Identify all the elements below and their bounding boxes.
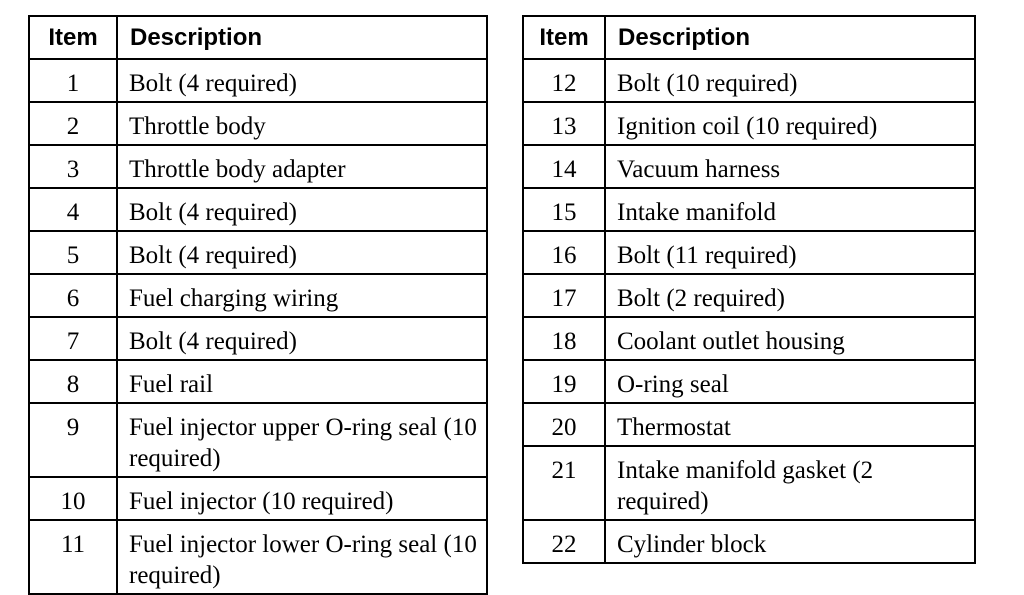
- table-row: [523, 317, 975, 360]
- table-row: [523, 274, 975, 317]
- table-row: [29, 317, 487, 360]
- item-number: 5: [29, 231, 117, 274]
- table-row: [29, 477, 487, 520]
- item-description: O-ring seal: [605, 360, 975, 403]
- item-description: Bolt (4 required): [117, 188, 487, 231]
- item-description: Intake manifold gasket (2 required): [605, 446, 975, 520]
- header-row: [523, 16, 975, 59]
- table-row: [29, 403, 487, 477]
- item-number: 15: [523, 188, 605, 231]
- table-row: [523, 446, 975, 520]
- item-number: 10: [29, 477, 117, 520]
- item-number: 1: [29, 59, 117, 102]
- item-number: 4: [29, 188, 117, 231]
- item-description: Fuel rail: [117, 360, 487, 403]
- item-number: 8: [29, 360, 117, 403]
- item-number: 17: [523, 274, 605, 317]
- table-row: [29, 59, 487, 102]
- item-description: Cylinder block: [605, 520, 975, 563]
- item-number: 9: [29, 403, 117, 477]
- table-row: [523, 360, 975, 403]
- item-description: Fuel injector lower O-ring seal (10 required): [117, 520, 487, 594]
- item-description: Ignition coil (10 required): [605, 102, 975, 145]
- item-description: Throttle body: [117, 102, 487, 145]
- item-description: Coolant outlet housing: [605, 317, 975, 360]
- item-description: Bolt (11 required): [605, 231, 975, 274]
- item-description: Fuel charging wiring: [117, 274, 487, 317]
- table-row: [523, 188, 975, 231]
- item-number: 7: [29, 317, 117, 360]
- table-row: [29, 360, 487, 403]
- item-number: 2: [29, 102, 117, 145]
- item-number: 14: [523, 145, 605, 188]
- item-number: 11: [29, 520, 117, 594]
- table-row: [523, 102, 975, 145]
- table-row: [29, 231, 487, 274]
- item-number: 13: [523, 102, 605, 145]
- parts-table-left: [28, 15, 488, 595]
- item-description: Intake manifold: [605, 188, 975, 231]
- item-number: 12: [523, 59, 605, 102]
- table-row: [29, 520, 487, 594]
- item-number: 16: [523, 231, 605, 274]
- item-number: 18: [523, 317, 605, 360]
- item-description: Bolt (4 required): [117, 231, 487, 274]
- item-description: Bolt (4 required): [117, 59, 487, 102]
- item-number: 20: [523, 403, 605, 446]
- table-row: [29, 145, 487, 188]
- column-header-description: Description: [605, 16, 975, 59]
- item-number: 22: [523, 520, 605, 563]
- item-number: 19: [523, 360, 605, 403]
- item-description: Throttle body adapter: [117, 145, 487, 188]
- table-row: [523, 145, 975, 188]
- item-description: Bolt (2 required): [605, 274, 975, 317]
- item-number: 21: [523, 446, 605, 520]
- item-description: Fuel injector upper O-ring seal (10 required): [117, 403, 487, 477]
- column-header-item: Item: [29, 16, 117, 59]
- table-row: [523, 59, 975, 102]
- table-row: [523, 231, 975, 274]
- parts-table-right: [522, 15, 976, 564]
- table-row: [29, 274, 487, 317]
- item-number: 6: [29, 274, 117, 317]
- item-description: Fuel injector (10 required): [117, 477, 487, 520]
- item-number: 3: [29, 145, 117, 188]
- item-description: Bolt (4 required): [117, 317, 487, 360]
- item-description: Vacuum harness: [605, 145, 975, 188]
- table-row: [523, 520, 975, 563]
- table-row: [29, 188, 487, 231]
- item-description: Bolt (10 required): [605, 59, 975, 102]
- table-row: [29, 102, 487, 145]
- column-header-item: Item: [523, 16, 605, 59]
- item-description: Thermostat: [605, 403, 975, 446]
- column-header-description: Description: [117, 16, 487, 59]
- table-row: [523, 403, 975, 446]
- header-row: [29, 16, 487, 59]
